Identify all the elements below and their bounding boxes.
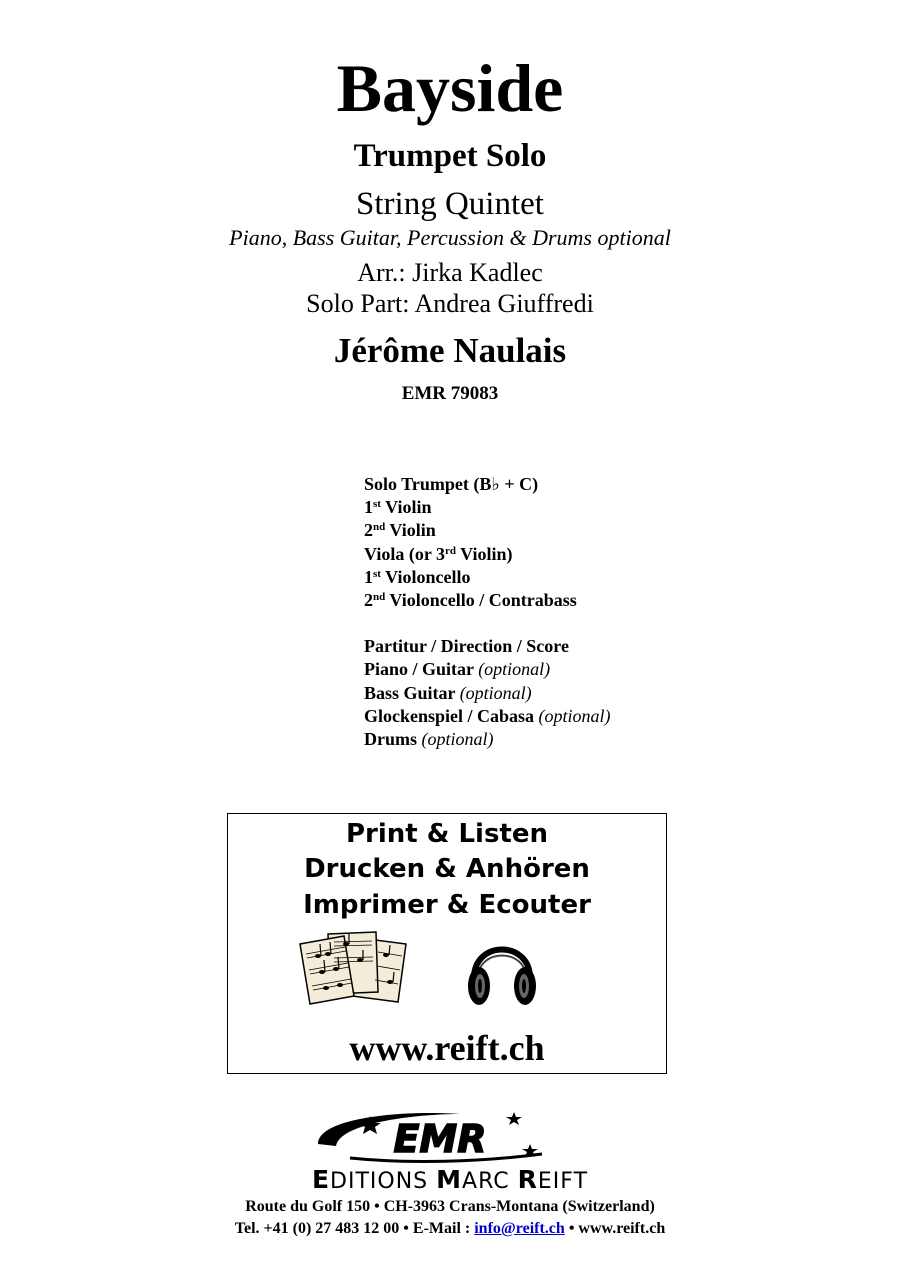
part-item: Drums (optional)	[364, 729, 494, 750]
email-link[interactable]: info@reift.ch	[474, 1220, 565, 1237]
publisher-contact: Tel. +41 (0) 27 483 12 00 • E-Mail : info@reift.ch • www.reift.ch	[234, 1220, 666, 1237]
part-item: Piano / Guitar (optional)	[364, 659, 551, 680]
part-item: Solo Trumpet (B♭ + C)	[364, 474, 539, 494]
print-listen-box	[227, 813, 667, 1074]
solo-part-credit: Solo Part: Andrea Giuffredi	[306, 289, 594, 318]
part-item: Bass Guitar (optional)	[364, 682, 532, 703]
catalog-number: EMR 79083	[401, 383, 499, 404]
part-item: 1st Violin	[364, 497, 432, 518]
part-item: Viola (or 3rd Violin)	[364, 543, 513, 564]
headphones-icon	[464, 934, 540, 1010]
optional-instruments: Piano, Bass Guitar, Percussion & Drums optional	[229, 225, 671, 250]
part-item: Partitur / Direction / Score	[364, 636, 569, 657]
logo-text: EMR	[393, 1117, 487, 1161]
promo-line-fr: Imprimer & Ecouter	[303, 890, 591, 920]
promo-line-en: Print & Listen	[345, 819, 549, 849]
part-item: Glockenspiel / Cabasa (optional)	[364, 705, 611, 726]
part-item: 2nd Violoncello / Contrabass	[364, 590, 577, 611]
instrument: Trumpet Solo	[353, 138, 547, 174]
arranger: Arr.: Jirka Kadlec	[357, 258, 543, 287]
publisher-name: EDITIONS MARC REIFT	[311, 1165, 589, 1194]
composer: Jérôme Naulais	[333, 331, 567, 370]
promo-website[interactable]: www.reift.ch	[349, 1028, 545, 1068]
parts-list	[364, 473, 611, 751]
promo-line-de: Drucken & Anhören	[304, 854, 590, 884]
sheet-music-icon	[298, 930, 413, 1005]
ensemble: String Quintet	[356, 186, 544, 222]
emr-logo	[310, 1108, 550, 1164]
part-item: 2nd Violin	[364, 520, 436, 541]
title: Bayside	[336, 50, 564, 126]
publisher-address: Route du Golf 150 • CH-3963 Crans-Montana (Switzerland)	[245, 1198, 655, 1215]
part-item: 1st Violoncello	[364, 566, 471, 587]
